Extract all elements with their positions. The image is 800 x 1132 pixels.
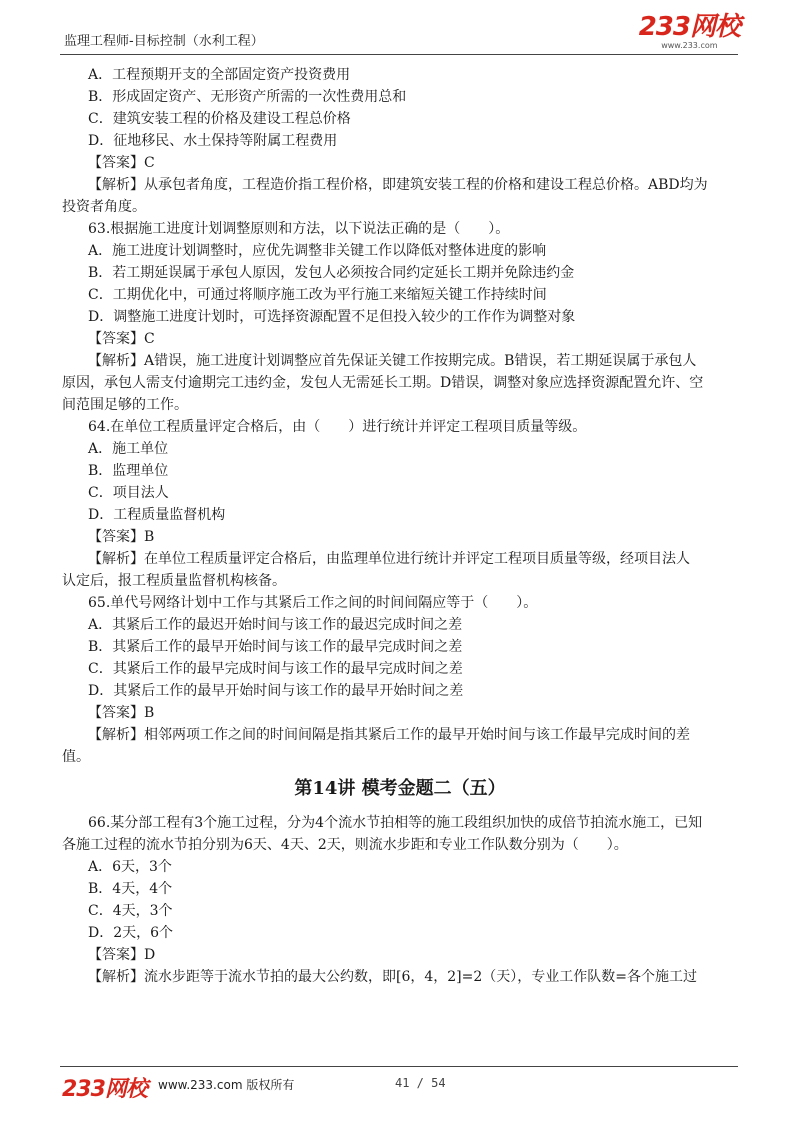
q64-answer: 【答案】B <box>88 529 155 545</box>
q64-option-c: C．项目法人 <box>88 485 169 501</box>
logo-url: www.233.com <box>661 41 718 50</box>
logo-text: 233网校 <box>638 12 740 42</box>
q63-answer: 【答案】C <box>88 331 155 347</box>
q64-analysis-line-1: 【解析】在单位工程质量评定合格后，由监理单位进行统计并评定工程项目质量等级，经项目法人 <box>88 551 690 567</box>
q65-option-a: A．其紧后工作的最迟开始时间与该工作的最迟完成时间之差 <box>88 617 463 633</box>
q62-option-a: A．工程预期开支的全部固定资产投资费用 <box>88 67 351 83</box>
q62-answer: 【答案】C <box>88 155 155 171</box>
document-title: 监理工程师-目标控制（水利工程） <box>64 34 264 49</box>
q65-stem: 65.单代号网络计划中工作与其紧后工作之间的时间间隔应等于（ ）。 <box>88 595 538 611</box>
brand-logo[interactable] <box>639 14 740 50</box>
q63-option-a: A．施工进度计划调整时，应优先调整非关键工作以降低对整体进度的影响 <box>88 243 547 259</box>
q65-option-d: D．其紧后工作的最早开始时间与该工作的最早开始时间之差 <box>88 683 464 699</box>
q64-analysis-line-2: 认定后，报工程质量监督机构核备。 <box>62 573 286 589</box>
document-body <box>62 64 738 988</box>
q66-option-c: C．4天，3个 <box>88 903 173 919</box>
q63-stem: 63.根据施工进度计划调整原则和方法，以下说法正确的是（ ）。 <box>88 221 510 237</box>
header-divider <box>60 54 738 55</box>
q64-option-a: A．施工单位 <box>88 441 169 457</box>
q63-option-d: D．调整施工进度计划时，可选择资源配置不足但投入较少的工作作为调整对象 <box>88 309 576 325</box>
q63-option-c: C．工期优化中，可通过将顺序施工改为平行施工来缩短关键工作持续时间 <box>88 287 547 303</box>
q64-option-b: B．监理单位 <box>88 463 169 479</box>
page-header <box>0 0 800 56</box>
footer-logo[interactable]: 233网校 <box>62 1077 147 1102</box>
q62-analysis-line-2: 投资者角度。 <box>62 199 146 215</box>
q62-option-d: D．征地移民、水土保持等附属工程费用 <box>88 133 338 149</box>
page-footer <box>0 1066 800 1106</box>
q65-analysis-line-2: 值。 <box>62 749 90 765</box>
q66-option-b: B．4天，4个 <box>88 881 173 897</box>
q63-analysis-line-1: 【解析】A错误，施工进度计划调整应首先保证关键工作按期完成。B错误，若工期延误属于承包人 <box>88 353 697 369</box>
page-number: 41 / 54 <box>395 1076 446 1090</box>
q66-stem-line-1: 66.某分部工程有3个施工过程，分为4个流水节拍相等的施工段组织加快的成倍节拍流水施工，已知 <box>88 815 703 831</box>
q66-stem-line-2: 各施工过程的流水节拍分别为6天、4天、2天，则流水步距和专业工作队数分别为（ ）。 <box>62 837 628 853</box>
q65-option-c: C．其紧后工作的最早完成时间与该工作的最早完成时间之差 <box>88 661 463 677</box>
section-heading: 第14讲 模考金题二（五） <box>294 778 506 799</box>
q66-analysis-line-1: 【解析】流水步距等于流水节拍的最大公约数，即[6，4，2]=2（天），专业工作队数=各个施工过 <box>88 969 698 985</box>
q66-option-d: D．2天，6个 <box>88 925 174 941</box>
q63-analysis-line-2: 原因，承包人需支付逾期完工违约金，发包人无需延长工期。D错误，调整对象应选择资源配置允许、空 <box>62 375 704 391</box>
q62-option-b: B．形成固定资产、无形资产所需的一次性费用总和 <box>88 89 407 105</box>
q65-answer: 【答案】B <box>88 705 155 721</box>
q65-analysis-line-1: 【解析】相邻两项工作之间的时间间隔是指其紧后工作的最早开始时间与该工作最早完成时间的差 <box>88 727 690 743</box>
q64-option-d: D．工程质量监督机构 <box>88 507 226 523</box>
q66-answer: 【答案】D <box>88 947 156 963</box>
q63-option-b: B．若工期延误属于承包人原因，发包人必须按合同约定延长工期并免除违约金 <box>88 265 575 281</box>
q65-option-b: B．其紧后工作的最早开始时间与该工作的最早完成时间之差 <box>88 639 463 655</box>
footer-divider <box>60 1066 738 1067</box>
q62-analysis-line-1: 【解析】从承包者角度，工程造价指工程价格，即建筑安装工程的价格和建设工程总价格。ABD均为 <box>88 177 708 193</box>
q66-option-a: A．6天，3个 <box>88 859 172 875</box>
q63-analysis-line-3: 间范围足够的工作。 <box>62 397 188 413</box>
q62-option-c: C．建筑安装工程的价格及建设工程总价格 <box>88 111 351 127</box>
q64-stem: 64.在单位工程质量评定合格后，由（ ）进行统计并评定工程项目质量等级。 <box>88 419 587 435</box>
footer-copyright: www.233.com 版权所有 <box>158 1078 295 1092</box>
